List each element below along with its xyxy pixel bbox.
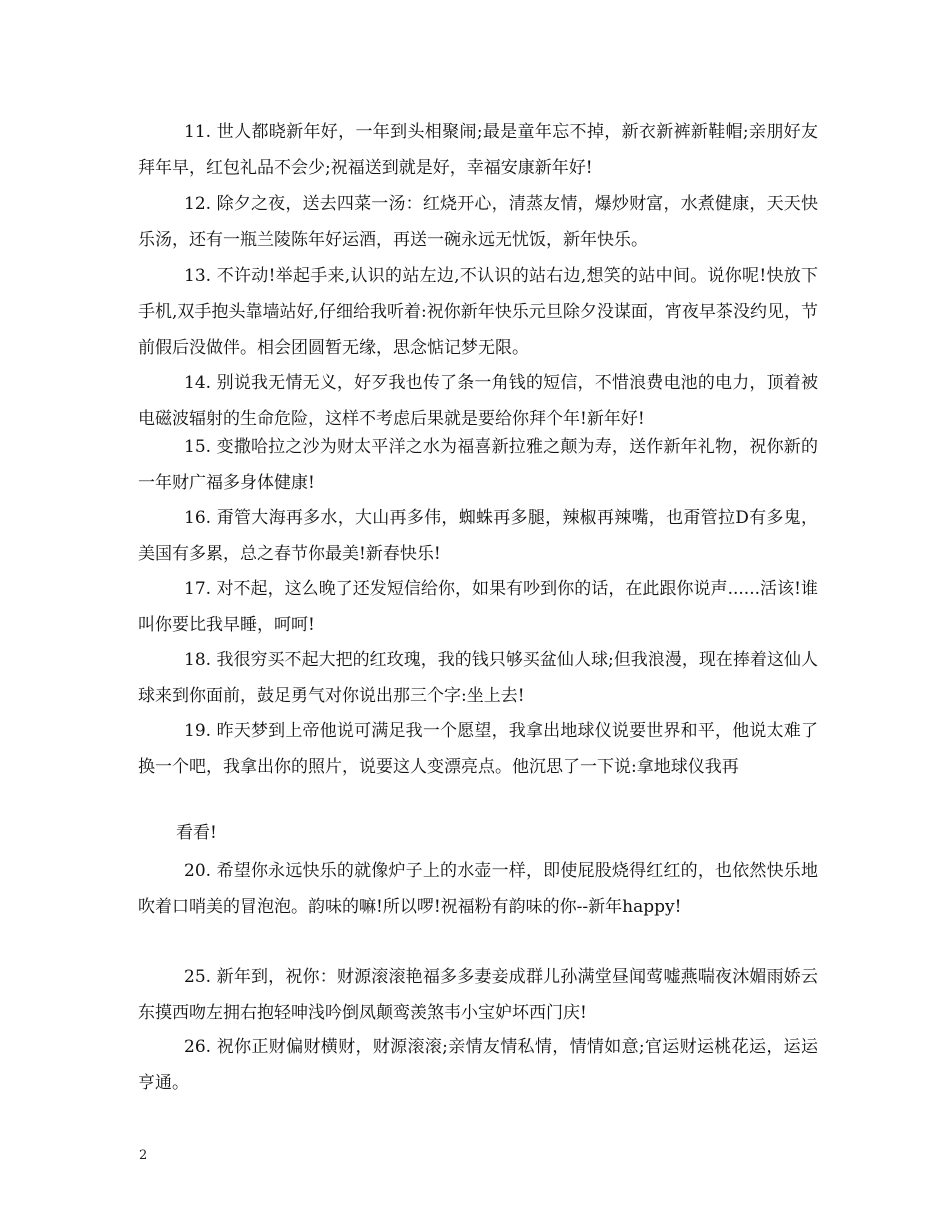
page-number: 2 bbox=[139, 1148, 148, 1163]
paragraph-26: 26. 祝你正财偏财横财，财源滚滚;亲情友情私情，情情如意;官运财运桃花运，运运亨通。 bbox=[138, 1037, 818, 1093]
paragraph-11: 11. 世人都晓新年好，一年到头相聚闹;最是童年忘不掉，新衣新裤新鞋帽;亲朋好友拜年早，红包礼品不会少;祝福送到就是好，幸福安康新年好! bbox=[138, 122, 818, 178]
paragraph-18: 18. 我很穷买不起大把的红玫瑰，我的钱只够买盆仙人球;但我浪漫，现在捧着这仙人球来到你面前，鼓足勇气对你说出那三个字:坐上去! bbox=[138, 650, 818, 706]
paragraph-17: 17. 对不起，这么晚了还发短信给你，如果有吵到你的话，在此跟你说声......活该!谁叫你要比我早睡，呵呵! bbox=[138, 579, 818, 635]
paragraph-13: 13. 不许动!举起手来,认识的站左边,不认识的站右边,想笑的站中间。说你呢!快放下手机,双手抱头靠墙站好,仔细给我听着:祝你新年快乐元旦除夕没谋面，宵夜早茶没约见，节前假后没做伴。相会团圆暂无缘，思念惦记梦无限。 bbox=[138, 266, 818, 358]
paragraph-19: 19. 昨天梦到上帝他说可满足我一个愿望，我拿出地球仪说要世界和平，他说太难了换一个吧，我拿出你的照片，说要这人变漂亮点。他沉思了一下说:拿地球仪我再 bbox=[138, 721, 818, 777]
paragraph-19-continuation: 看看! bbox=[176, 823, 217, 843]
paragraph-20: 20. 希望你永远快乐的就像炉子上的水壶一样，即使屁股烧得红红的，也依然快乐地吹着口哨美的冒泡泡。韵味的嘛!所以啰!祝福粉有韵味的你--新年happy! bbox=[138, 861, 818, 917]
paragraph-14: 14. 别说我无情无义，好歹我也传了条一角钱的短信，不惜浪费电池的电力，顶着被电磁波辐射的生命危险，这样不考虑后果就是要给你拜个年!新年好! bbox=[138, 373, 818, 429]
paragraph-12: 12. 除夕之夜，送去四菜一汤：红烧开心，清蒸友情，爆炒财富，水煮健康，天天快乐汤，还有一瓶兰陵陈年好运酒，再送一碗永远无忧饭，新年快乐。 bbox=[138, 194, 818, 250]
paragraph-25: 25. 新年到，祝你：财源滚滚艳福多多妻妾成群儿孙满堂昼闻莺嘘燕喘夜沐媚雨娇云东摸西吻左拥右抱轻呻浅吟倒凤颠鸾羡煞韦小宝妒坏西门庆! bbox=[138, 967, 818, 1023]
paragraph-15: 15. 变撒哈拉之沙为财太平洋之水为福喜新拉雅之颠为寿，送作新年礼物，祝你新的一年财广福多身体健康! bbox=[138, 437, 818, 493]
paragraph-16: 16. 甭管大海再多水，大山再多伟，蜘蛛再多腿，辣椒再辣嘴，也甭管拉D有多鬼，美国有多累，总之春节你最美!新春快乐! bbox=[138, 508, 818, 564]
